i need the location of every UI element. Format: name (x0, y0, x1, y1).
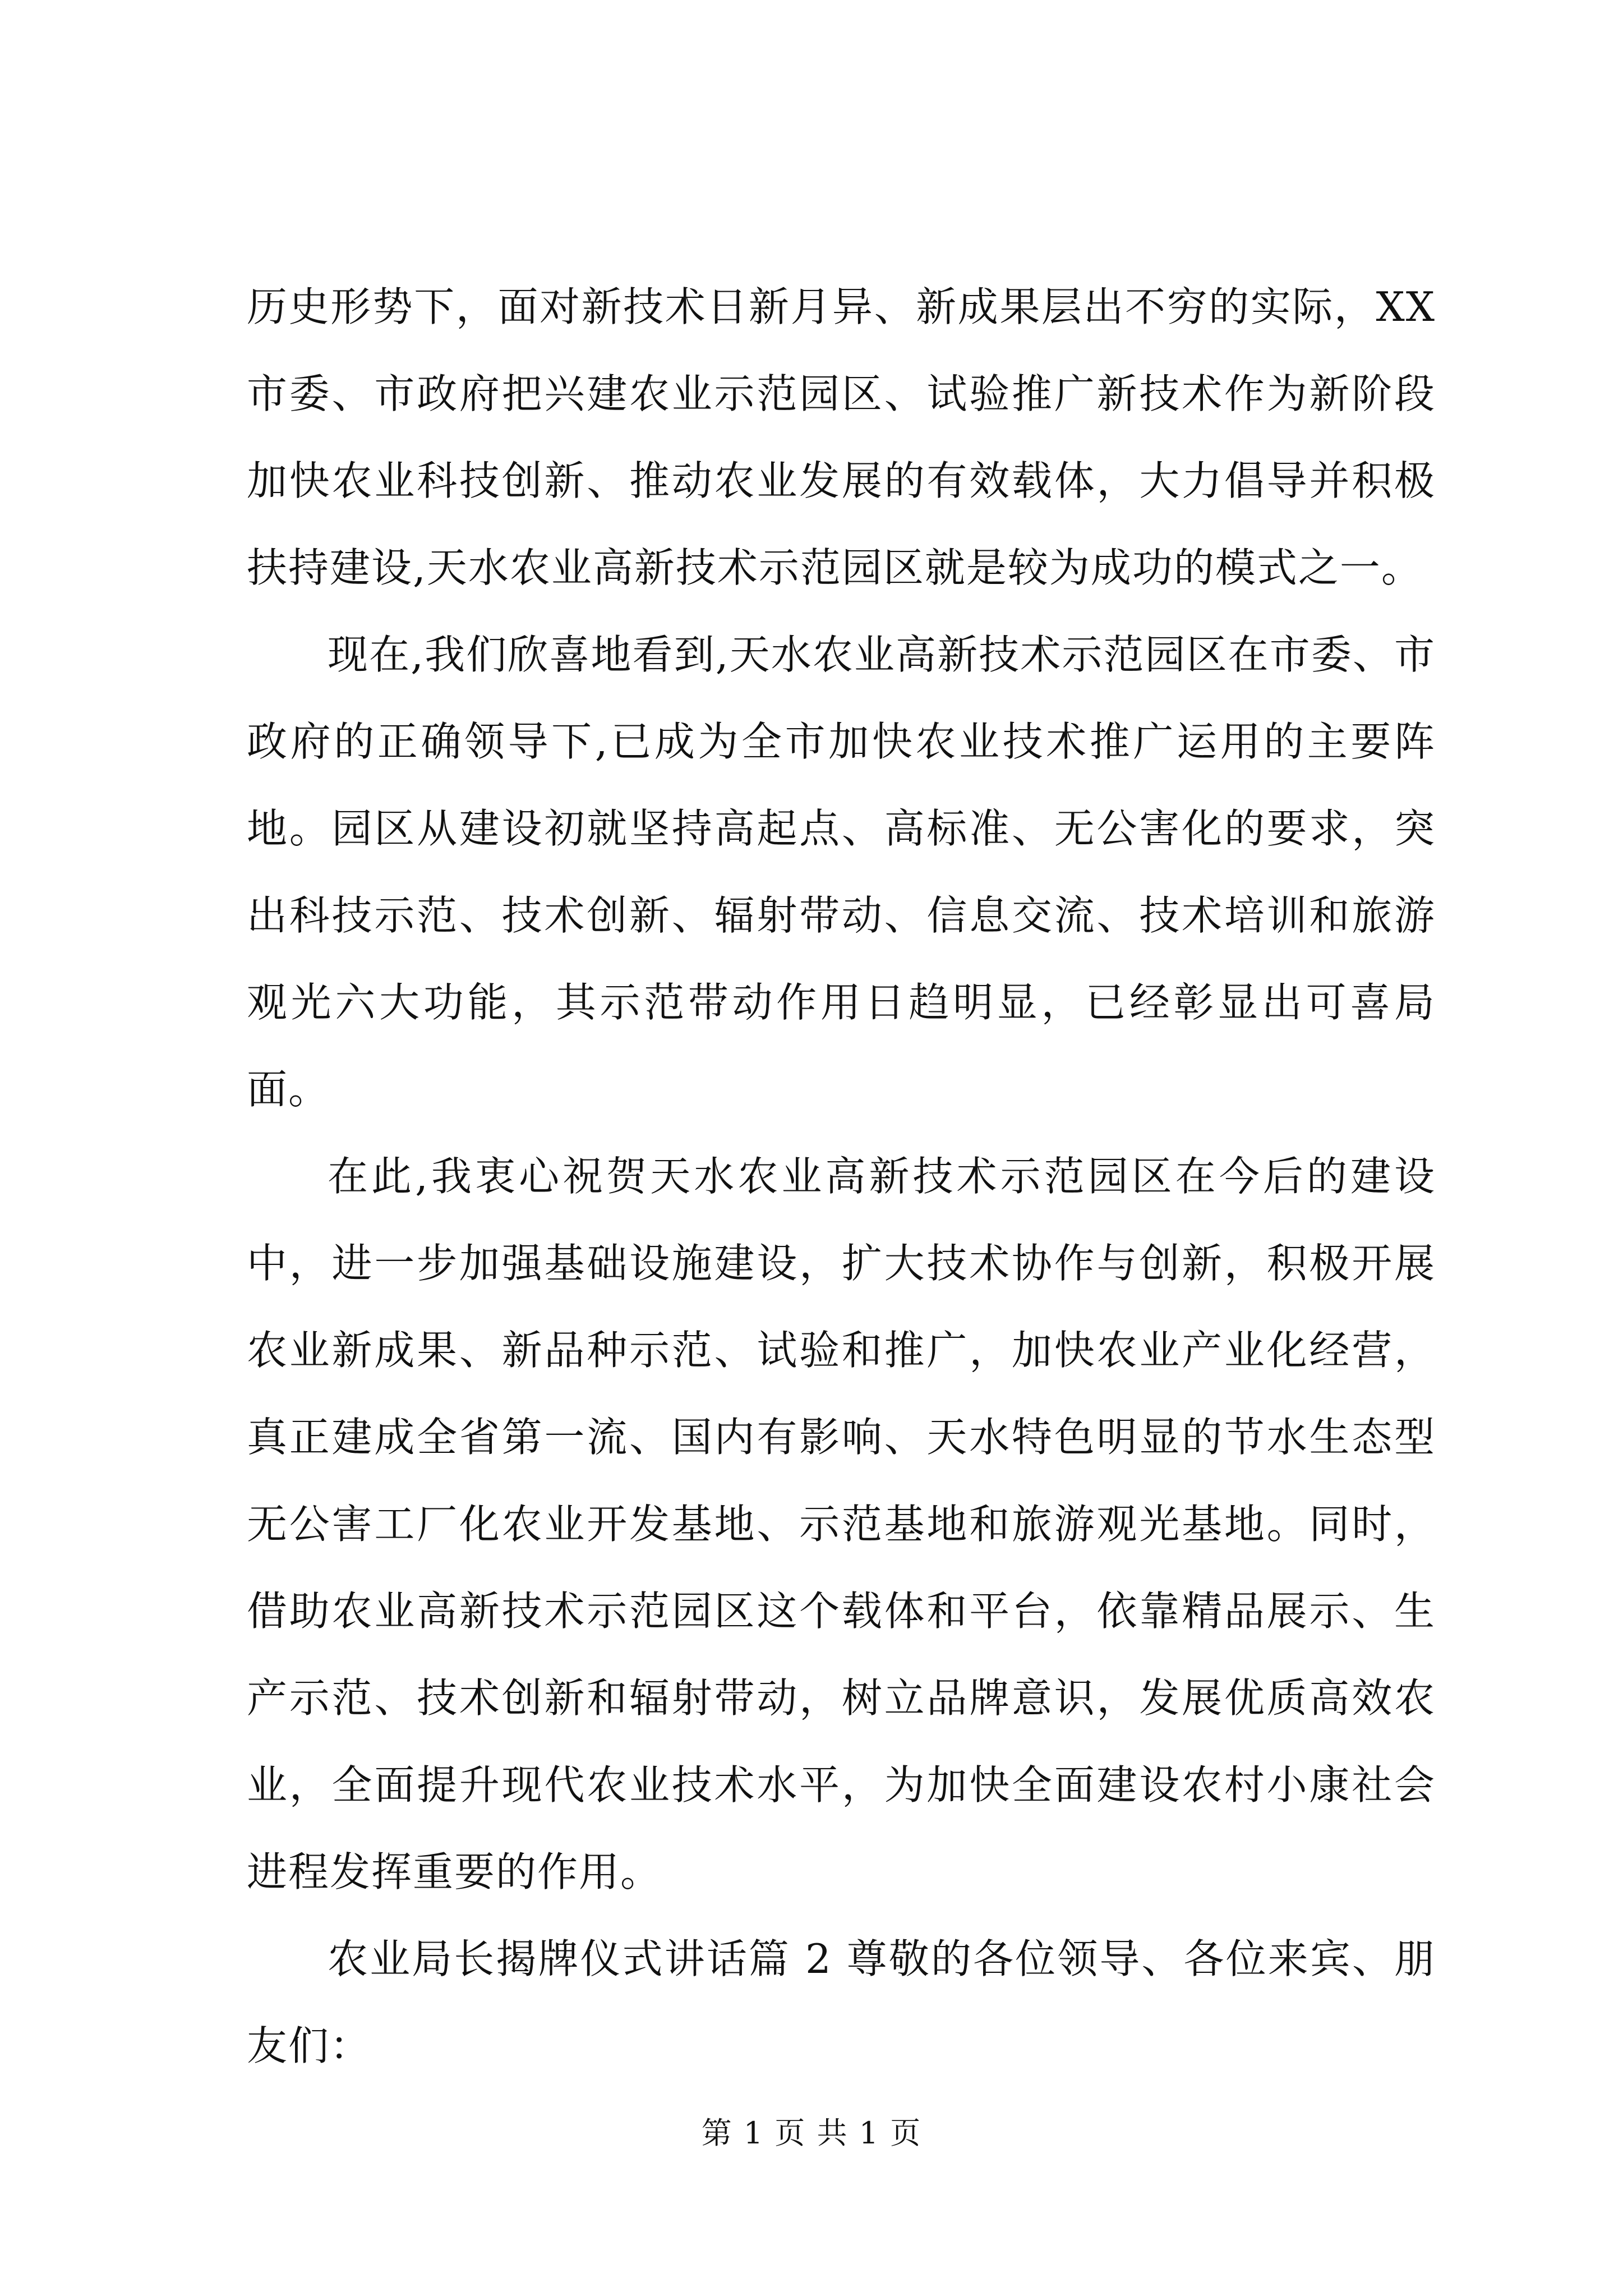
page-footer: 第 1 页 共 1 页 (701, 2115, 922, 2151)
paragraph-4: 农业局长揭牌仪式讲话篇 2 尊敬的各位领导、各位来宾、朋友们： (247, 1935, 1436, 2069)
paragraph-2: 现在,我们欣喜地看到,天水农业高新技术示范园区在市委、市政府的正确领导下,已成为全市加快农业技术推广运用的主要阵地。园区从建设初就坚持高起点、高标准、无公害化的要求，突出科技示范、技术创新、辐射带动、信息交流、技术培训和旅游观光六大功能，其示范带动作用日趋明显，已经彰显出可喜局面。 (247, 631, 1436, 1113)
paragraph-3: 在此,我衷心祝贺天水农业高新技术示范园区在今后的建设中，进一步加强基础设施建设，扩大技术协作与创新，积极开展农业新成果、新品种示范、试验和推广，加快农业产业化经营，真正建成全省第一流、国内有影响、天水特色明显的节水生态型无公害工厂化农业开发基地、示范基地和旅游观光基地。同时，借助农业高新技术示范园区这个载体和平台，依靠精品展示、生产示范、技术创新和辐射带动，树立品牌意识，发展优质高效农业，全面提升现代农业技术水平，为加快全面建设农村小康社会进程发挥重要的作用。 (247, 1153, 1436, 1895)
document-body (247, 264, 1436, 2090)
paragraph-1: 历史形势下，面对新技术日新月异、新成果层出不穷的实际，XX市委、市政府把兴建农业示范园区、试验推广新技术作为新阶段加快农业科技创新、推动农业发展的有效载体，大力倡导并积极扶持建设,天水农业高新技术示范园区就是较为成功的模式之一。 (247, 283, 1436, 591)
